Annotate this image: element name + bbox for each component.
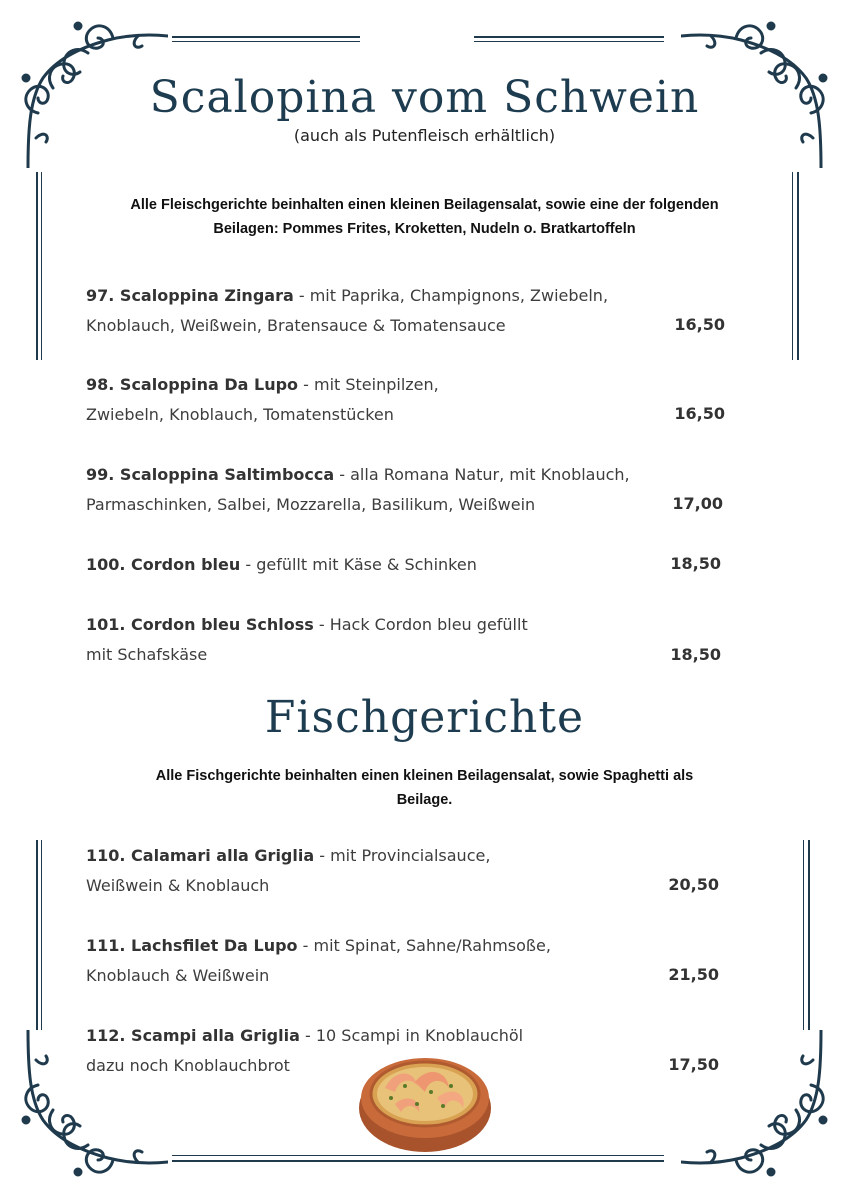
price-97: 16,50 [674,315,725,334]
price-99: 17,00 [672,494,723,513]
price-112: 17,50 [668,1055,719,1074]
menu-item-99 [86,460,666,520]
menu-item-111 [86,931,666,991]
price-98: 16,50 [674,404,725,423]
dish-name: 101. Cordon bleu Schloss [86,615,314,634]
frame-right-upper-line-thin [792,172,793,360]
dish-desc: - mit Paprika, Champignons, Zwiebeln, [293,286,609,305]
note-line: Beilagen: Pommes Frites, Kroketten, Nudeln o. Bratkartoffeln [213,221,636,237]
dish-desc: - 10 Scampi in Knoblauchöl [299,1026,524,1045]
dish-desc: Zwiebeln, Knoblauch, Tomatenstücken [86,405,394,424]
dish-name: 110. Calamari alla Griglia [86,846,315,865]
frame-left-lower-line-thin [41,840,42,1030]
price-110: 20,50 [668,875,719,894]
scampi-dish-photo [355,1048,495,1154]
menu-item-110 [86,841,666,901]
note-line: Alle Fischgerichte beinhalten einen kleinen Beilagensalat, sowie Spaghetti als [155,768,694,784]
price-100: 18,50 [670,554,721,573]
note-line: Alle Fleischgerichte beinhalten einen kleinen Beilagensalat, sowie eine der folgenden [130,197,719,213]
dish-desc: - mit Steinpilzen, [298,375,439,394]
frame-top-left-line-thin [172,41,360,42]
menu-item-98 [86,370,666,430]
section-title-fischgerichte: Fischgerichte [264,692,585,743]
dish-name: 100. Cordon bleu [86,555,241,574]
section-subtitle: (auch als Putenfleisch erhältlich) [293,126,556,145]
frame-left-upper-line [36,172,38,360]
frame-bottom-line [172,1160,664,1162]
dish-name: 99. Scaloppina Saltimbocca [86,465,335,484]
dish-desc: - mit Provincialsauce, [314,846,491,865]
dish-desc: mit Schafskäse [86,645,208,664]
frame-right-lower-line-thin [803,840,804,1030]
ornament-corner-icon [681,1030,831,1180]
dish-desc: - alla Romana Natur, mit Knoblauch, [334,465,630,484]
dish-desc: Knoblauch & Weißwein [86,966,270,985]
dish-desc: dazu noch Knoblauchbrot [86,1056,290,1075]
frame-top-right-line [474,36,664,38]
section-title-scalopina: Scalopina vom Schwein [149,72,700,123]
note-line: Beilage. [396,792,453,808]
frame-right-lower-line [808,840,810,1030]
frame-left-lower-line [36,840,38,1030]
dish-name: 111. Lachsfilet Da Lupo [86,936,298,955]
menu-item-100 [86,550,666,580]
dish-desc: - gefüllt mit Käse & Schinken [240,555,477,574]
dish-name: 98. Scaloppina Da Lupo [86,375,299,394]
frame-top-right-line-thin [474,41,664,42]
menu-item-97 [86,281,666,341]
frame-bottom-line-thin [172,1155,664,1156]
dish-desc: Knoblauch, Weißwein, Bratensauce & Tomatensauce [86,316,506,335]
meat-dishes-note [60,193,789,241]
dish-desc: Weißwein & Knoblauch [86,876,270,895]
fish-dishes-note [100,764,749,812]
price-111: 21,50 [668,965,719,984]
dish-name: 97. Scaloppina Zingara [86,286,294,305]
dish-desc: - mit Spinat, Sahne/Rahmsoße, [297,936,551,955]
frame-top-left-line [172,36,360,38]
frame-left-upper-line-thin [41,172,42,360]
price-101: 18,50 [670,645,721,664]
frame-right-upper-line [797,172,799,360]
dish-desc: Parmaschinken, Salbei, Mozzarella, Basilikum, Weißwein [86,495,536,514]
dish-name: 112. Scampi alla Griglia [86,1026,300,1045]
menu-item-101 [86,610,666,670]
dish-desc: - Hack Cordon bleu gefüllt [313,615,528,634]
